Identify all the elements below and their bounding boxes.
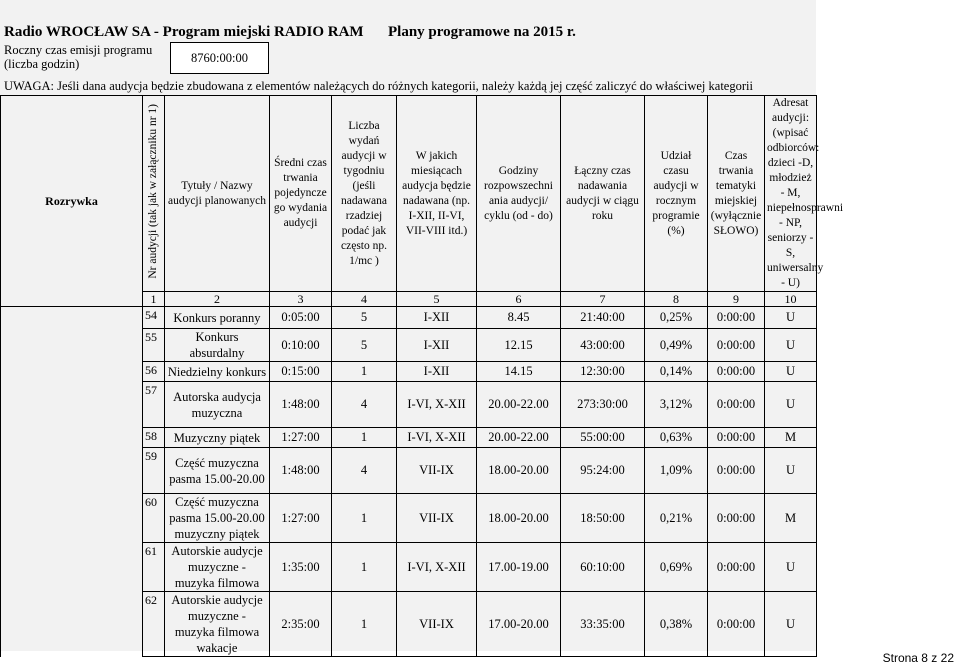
category-spacer	[1, 494, 143, 543]
hours-cell: 20.00-22.00	[477, 428, 561, 448]
frequency-cell: 1	[332, 592, 397, 657]
city-topic-cell: 0:00:00	[708, 592, 765, 657]
avg-duration-cell: 1:27:00	[270, 428, 332, 448]
nr-cell: 55	[143, 329, 165, 362]
frequency-cell: 4	[332, 382, 397, 428]
table-row	[1, 329, 817, 362]
avg-duration-cell: 1:48:00	[270, 382, 332, 428]
table-row	[1, 428, 817, 448]
col-header-share: Udział czasu audycji w rocznym programie (%)	[645, 96, 708, 292]
hours-cell: 14.15	[477, 362, 561, 382]
warning-note: UWAGA: Jeśli dana audycja będzie zbudowana z elementów należących do różnych kategorii, należy każdą jej część zaliczyć do właściwej kategorii	[4, 79, 753, 93]
share-cell: 0,25%	[645, 307, 708, 329]
col-number: 6	[477, 292, 561, 307]
audience-cell: U	[765, 362, 817, 382]
col-number: 3	[270, 292, 332, 307]
title-cell: Część muzyczna pasma 15.00-20.00 muzyczny piątek	[165, 494, 270, 543]
category-spacer	[1, 448, 143, 494]
nr-cell: 54	[143, 307, 165, 329]
share-cell: 3,12%	[645, 382, 708, 428]
total-time-cell: 273:30:00	[561, 382, 645, 428]
category-spacer	[1, 362, 143, 382]
category-spacer	[1, 543, 143, 592]
hours-cell: 8.45	[477, 307, 561, 329]
col-header-avg-duration: Średni czas trwania pojedyncze go wydania audycji	[270, 96, 332, 292]
months-cell: VII-IX	[397, 592, 477, 657]
category-spacer	[1, 592, 143, 657]
col-number: 1	[143, 292, 165, 307]
hours-cell: 17.00-20.00	[477, 592, 561, 657]
months-cell: I-VI, X-XII	[397, 428, 477, 448]
audience-cell: M	[765, 428, 817, 448]
category-spacer	[1, 307, 143, 329]
avg-duration-cell: 1:35:00	[270, 543, 332, 592]
schedule-table	[0, 95, 844, 657]
share-cell: 0,21%	[645, 494, 708, 543]
avg-duration-cell: 1:48:00	[270, 448, 332, 494]
frequency-cell: 1	[332, 543, 397, 592]
audience-cell: U	[765, 448, 817, 494]
share-cell: 0,63%	[645, 428, 708, 448]
col-header-nr-text: Nr audycji (tak jak w załączniku nr 1)	[147, 103, 159, 279]
col-header-nr	[143, 96, 165, 292]
frequency-cell: 5	[332, 329, 397, 362]
city-topic-cell: 0:00:00	[708, 428, 765, 448]
months-cell: VII-IX	[397, 494, 477, 543]
city-topic-cell: 0:00:00	[708, 307, 765, 329]
col-number: 8	[645, 292, 708, 307]
months-cell: I-XII	[397, 362, 477, 382]
total-time-cell: 43:00:00	[561, 329, 645, 362]
share-cell: 1,09%	[645, 448, 708, 494]
audience-cell: M	[765, 494, 817, 543]
title-cell: Niedzielny konkurs	[165, 362, 270, 382]
total-time-cell: 95:24:00	[561, 448, 645, 494]
col-header-months: W jakich miesiącach audycja będzie nadawana (np. I-XII, II-VI, VII-VIII itd.)	[397, 96, 477, 292]
col-number: 7	[561, 292, 645, 307]
city-topic-cell: 0:00:00	[708, 543, 765, 592]
col-header-hours: Godziny rozpowszechni ania audycji/ cyklu (od - do)	[477, 96, 561, 292]
annual-time-value: 8760:00:00	[170, 42, 269, 74]
nr-cell: 57	[143, 382, 165, 428]
share-cell: 0,14%	[645, 362, 708, 382]
page-counter: Strona 8 z 22	[882, 651, 954, 665]
total-time-cell: 18:50:00	[561, 494, 645, 543]
audience-cell: U	[765, 543, 817, 592]
col-number: 10	[765, 292, 817, 307]
share-cell: 0,49%	[645, 329, 708, 362]
months-cell: I-XII	[397, 307, 477, 329]
hours-cell: 18.00-20.00	[477, 494, 561, 543]
audience-cell: U	[765, 329, 817, 362]
nr-cell: 58	[143, 428, 165, 448]
table-row	[1, 382, 817, 428]
col-number: 4	[332, 292, 397, 307]
frequency-cell: 4	[332, 448, 397, 494]
nr-cell: 59	[143, 448, 165, 494]
col-header-frequency: Liczba wydań audycji w tygodniu (jeśli nadawana rzadziej podać jak często np. 1/mc )	[332, 96, 397, 292]
audience-cell: U	[765, 592, 817, 657]
total-time-cell: 21:40:00	[561, 307, 645, 329]
table-row	[1, 307, 817, 329]
title-cell: Autorskie audycje muzyczne - muzyka filmowa	[165, 543, 270, 592]
audience-cell: U	[765, 382, 817, 428]
city-topic-cell: 0:00:00	[708, 329, 765, 362]
share-cell: 0,69%	[645, 543, 708, 592]
annual-time-label: Roczny czas emisji programu (liczba godzin)	[4, 43, 153, 71]
frequency-cell: 1	[332, 362, 397, 382]
months-cell: I-VI, X-XII	[397, 382, 477, 428]
audience-cell: U	[765, 307, 817, 329]
header-row	[1, 96, 817, 292]
total-time-cell: 12:30:00	[561, 362, 645, 382]
avg-duration-cell: 1:27:00	[270, 494, 332, 543]
nr-cell: 60	[143, 494, 165, 543]
col-header-titles: Tytuły / Nazwy audycji planowanych	[165, 96, 270, 292]
avg-duration-cell: 0:10:00	[270, 329, 332, 362]
title-cell: Konkurs poranny	[165, 307, 270, 329]
col-header-total-time: Łączny czas nadawania audycji w ciągu roku	[561, 96, 645, 292]
col-number: 2	[165, 292, 270, 307]
avg-duration-cell: 0:15:00	[270, 362, 332, 382]
table-row	[1, 592, 817, 657]
frequency-cell: 1	[332, 494, 397, 543]
category-cell: Rozrywka	[1, 96, 143, 307]
title-cell: Konkurs absurdalny	[165, 329, 270, 362]
months-cell: I-XII	[397, 329, 477, 362]
city-topic-cell: 0:00:00	[708, 494, 765, 543]
total-time-cell: 60:10:00	[561, 543, 645, 592]
total-time-cell: 55:00:00	[561, 428, 645, 448]
frequency-cell: 1	[332, 428, 397, 448]
table-row	[1, 448, 817, 494]
city-topic-cell: 0:00:00	[708, 362, 765, 382]
share-cell: 0,38%	[645, 592, 708, 657]
report-title: Radio WROCŁAW SA - Program miejski RADIO RAM	[4, 24, 364, 40]
title-cell: Muzyczny piątek	[165, 428, 270, 448]
hours-cell: 18.00-20.00	[477, 448, 561, 494]
hours-cell: 17.00-19.00	[477, 543, 561, 592]
nr-cell: 62	[143, 592, 165, 657]
hours-cell: 12.15	[477, 329, 561, 362]
total-time-cell: 33:35:00	[561, 592, 645, 657]
months-cell: VII-IX	[397, 448, 477, 494]
category-spacer	[1, 382, 143, 428]
col-header-city-topic: Czas trwania tematyki miejskiej (wyłącznie SŁOWO)	[708, 96, 765, 292]
table-row	[1, 362, 817, 382]
table-row	[1, 494, 817, 543]
plan-title: Plany programowe na 2015 r.	[388, 24, 576, 40]
col-header-audience: Adresat audycji: (wpisać odbiorców: dzieci -D, młodzież - M, niepełnosprawni - NP, seniorzy - S, uniwersalny - U)	[765, 96, 817, 292]
avg-duration-cell: 2:35:00	[270, 592, 332, 657]
hours-cell: 20.00-22.00	[477, 382, 561, 428]
table-row	[1, 543, 817, 592]
col-number: 5	[397, 292, 477, 307]
frequency-cell: 5	[332, 307, 397, 329]
category-spacer	[1, 329, 143, 362]
nr-cell: 56	[143, 362, 165, 382]
title-cell: Autorskie audycje muzyczne - muzyka filmowa wakacje	[165, 592, 270, 657]
avg-duration-cell: 0:05:00	[270, 307, 332, 329]
col-number: 9	[708, 292, 765, 307]
nr-cell: 61	[143, 543, 165, 592]
title-cell: Część muzyczna pasma 15.00-20.00	[165, 448, 270, 494]
title-cell: Autorska audycja muzyczna	[165, 382, 270, 428]
months-cell: I-VI, X-XII	[397, 543, 477, 592]
category-spacer	[1, 428, 143, 448]
city-topic-cell: 0:00:00	[708, 448, 765, 494]
city-topic-cell: 0:00:00	[708, 382, 765, 428]
